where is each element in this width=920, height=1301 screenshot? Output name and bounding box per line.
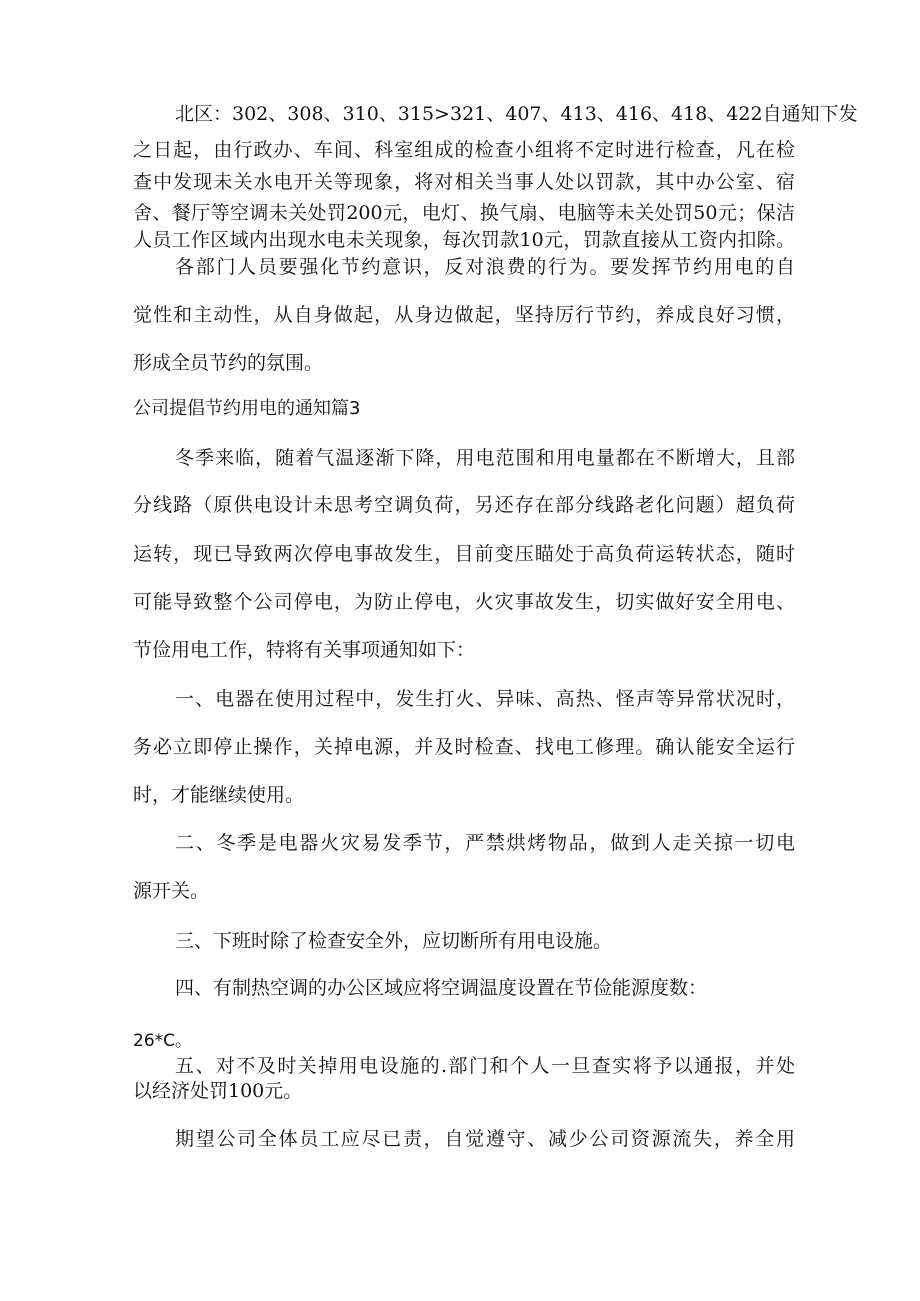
text-line: 节俭用电工作，特将有关事项通知如下： [133,639,476,661]
text-line: 二、冬季是电器火灾易发季节，严禁烘烤物品，做到人走关掠一切电 [175,832,795,854]
text-line: 五、对不及时关掉用电设施的.部门和个人一旦查实将予以通报，并处 [175,1055,795,1077]
text-line: 务必立即停止操作，关掉电源，并及时检查、找电工修理。确认能安全运行 [133,736,795,758]
section-heading: 公司提倡节约用电的通知篇3 [133,398,361,419]
text-line: 分线路（原供电设计未思考空调负荷，另还存在部分线路老化问题）超负荷 [133,494,795,516]
text-line: 三、下班时除了检查安全外，应切断所有用电设施。 [175,930,613,952]
text-line: 26*C。 [133,1031,193,1051]
text-line: 北区：302、308、310、315>321、407、413、416、418、422自通知下发 [175,103,858,125]
text-line: 以经济处罚100元。 [133,1080,303,1102]
text-line: 查中发现未关水电开关等现象，将对相关当事人处以罚款，其中办公室、宿 [133,171,795,193]
text-line: 时，才能继续使用。 [133,784,305,806]
text-line: 觉性和主动性，从自身做起，从身边做起，坚持厉行节约，养成良好习惯， [133,304,795,326]
text-line: 运转，现已导致两次停电事故发生，目前变压瞄处于高负荷运转状态，随时 [133,543,795,565]
text-line: 一、电器在使用过程中，发生打火、异味、高热、怪声等异常状况时， [175,688,795,710]
text-line: 期望公司全体员工应尽已责，自觉遵守、减少公司资源流失，养全用 [175,1128,795,1150]
text-line: 人员工作区域内出现水电未关现象，每次罚款10元，罚款直接从工资内扣除。 [133,229,795,251]
text-line: 之日起，由行政办、车间、科室组成的检查小组将不定时进行检查，凡在检 [133,139,795,161]
text-line: 冬季来临，随着气温逐渐下降，用电范围和用电量都在不断增大，且部 [175,447,795,469]
text-line: 可能导致整个公司停电，为防止停电，火灾事故发生，切实做好安全用电、 [133,591,795,613]
text-line: 源开关。 [133,880,210,902]
text-line: 四、有制热空调的办公区域应将空调温度设置在节俭能源度数： [175,977,708,999]
text-line: 形成全员节约的氛围。 [133,352,324,374]
text-line: 舍、餐厅等空调未关处罚200元，电灯、换气扇、电脑等未关处罚50元；保洁 [133,202,795,224]
text-line: 各部门人员要强化节约意识，反对浪费的行为。要发挥节约用电的自 [175,256,795,278]
